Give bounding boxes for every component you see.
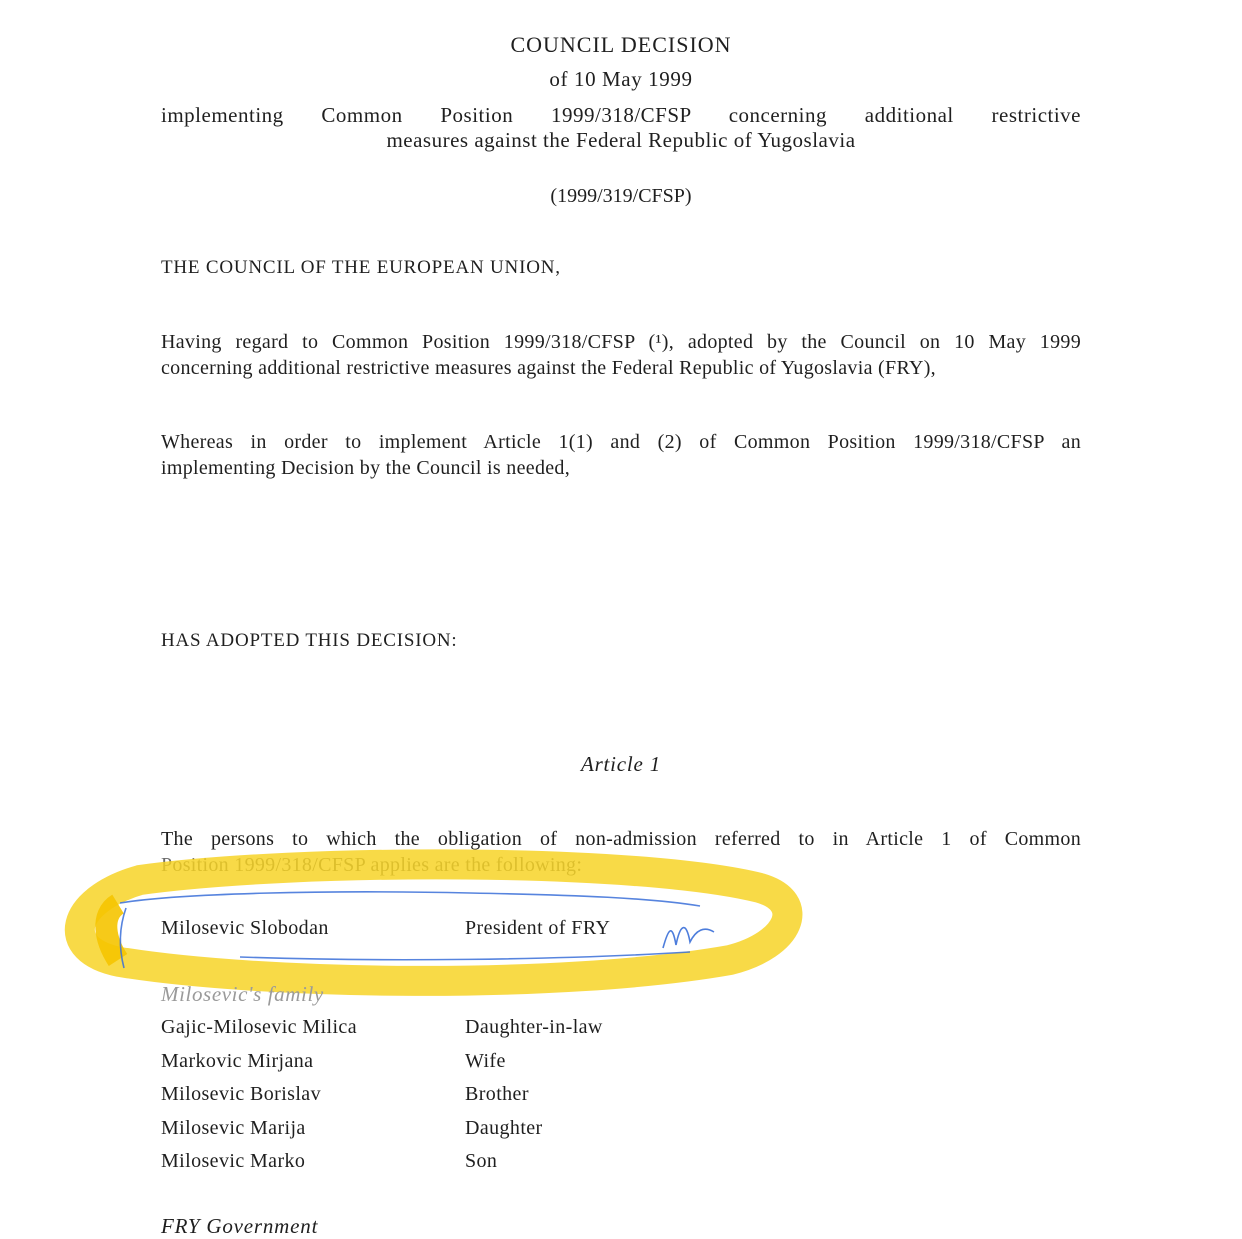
persons-line-1: The persons to which the obligation of non-admission referred to in Article 1 of Common	[161, 828, 1081, 850]
list-item-name: Milosevic Borislav	[161, 1083, 321, 1105]
whereas-paragraph	[161, 429, 1081, 481]
government-heading: FRY Government	[161, 1214, 319, 1238]
persons-paragraph	[161, 826, 1081, 878]
primary-person-role: President of FRY	[465, 917, 611, 939]
having-regard-paragraph	[161, 329, 1081, 381]
list-item-name: Milosevic Marko	[161, 1150, 306, 1172]
whereas-line-1: Whereas in order to implement Article 1(1) and (2) of Common Position 1999/318/CFSP an	[161, 431, 1081, 453]
persons-line-2: Position 1999/318/CFSP applies are the following:	[161, 854, 583, 876]
having-regard-line-1: Having regard to Common Position 1999/318/CFSP (¹), adopted by the Council on 10 May 1999	[161, 331, 1081, 353]
primary-person-name: Milosevic Slobodan	[161, 917, 329, 939]
having-regard-line-2: concerning additional restrictive measures against the Federal Republic of Yugoslavia (FRY),	[161, 357, 936, 379]
document-date: of 10 May 1999	[549, 67, 693, 91]
list-item-name: Gajic-Milosevic Milica	[161, 1016, 357, 1038]
list-item-role: Son	[465, 1150, 498, 1172]
list-item-name: Milosevic Marija	[161, 1117, 306, 1139]
list-item-role: Daughter	[465, 1117, 543, 1139]
list-item-role: Daughter-in-law	[465, 1016, 603, 1038]
list-item-role: Wife	[465, 1050, 506, 1072]
document-title: COUNCIL DECISION	[510, 32, 732, 57]
document-subject	[161, 103, 1081, 153]
list-item-role: Brother	[465, 1083, 529, 1105]
family-heading: Milosevic's family	[161, 982, 324, 1006]
whereas-line-2: implementing Decision by the Council is needed,	[161, 457, 571, 479]
article-heading: Article 1	[580, 752, 662, 776]
council-heading: THE COUNCIL OF THE EUROPEAN UNION,	[161, 257, 561, 278]
subject-line-2: measures against the Federal Republic of Yugoslavia	[386, 128, 856, 152]
document-reference: (1999/319/CFSP)	[550, 185, 692, 207]
subject-line-1: implementing Common Position 1999/318/CFSP concerning additional restrictive	[161, 103, 1081, 127]
adopted-heading: HAS ADOPTED THIS DECISION:	[161, 630, 458, 651]
list-item-name: Markovic Mirjana	[161, 1050, 314, 1072]
